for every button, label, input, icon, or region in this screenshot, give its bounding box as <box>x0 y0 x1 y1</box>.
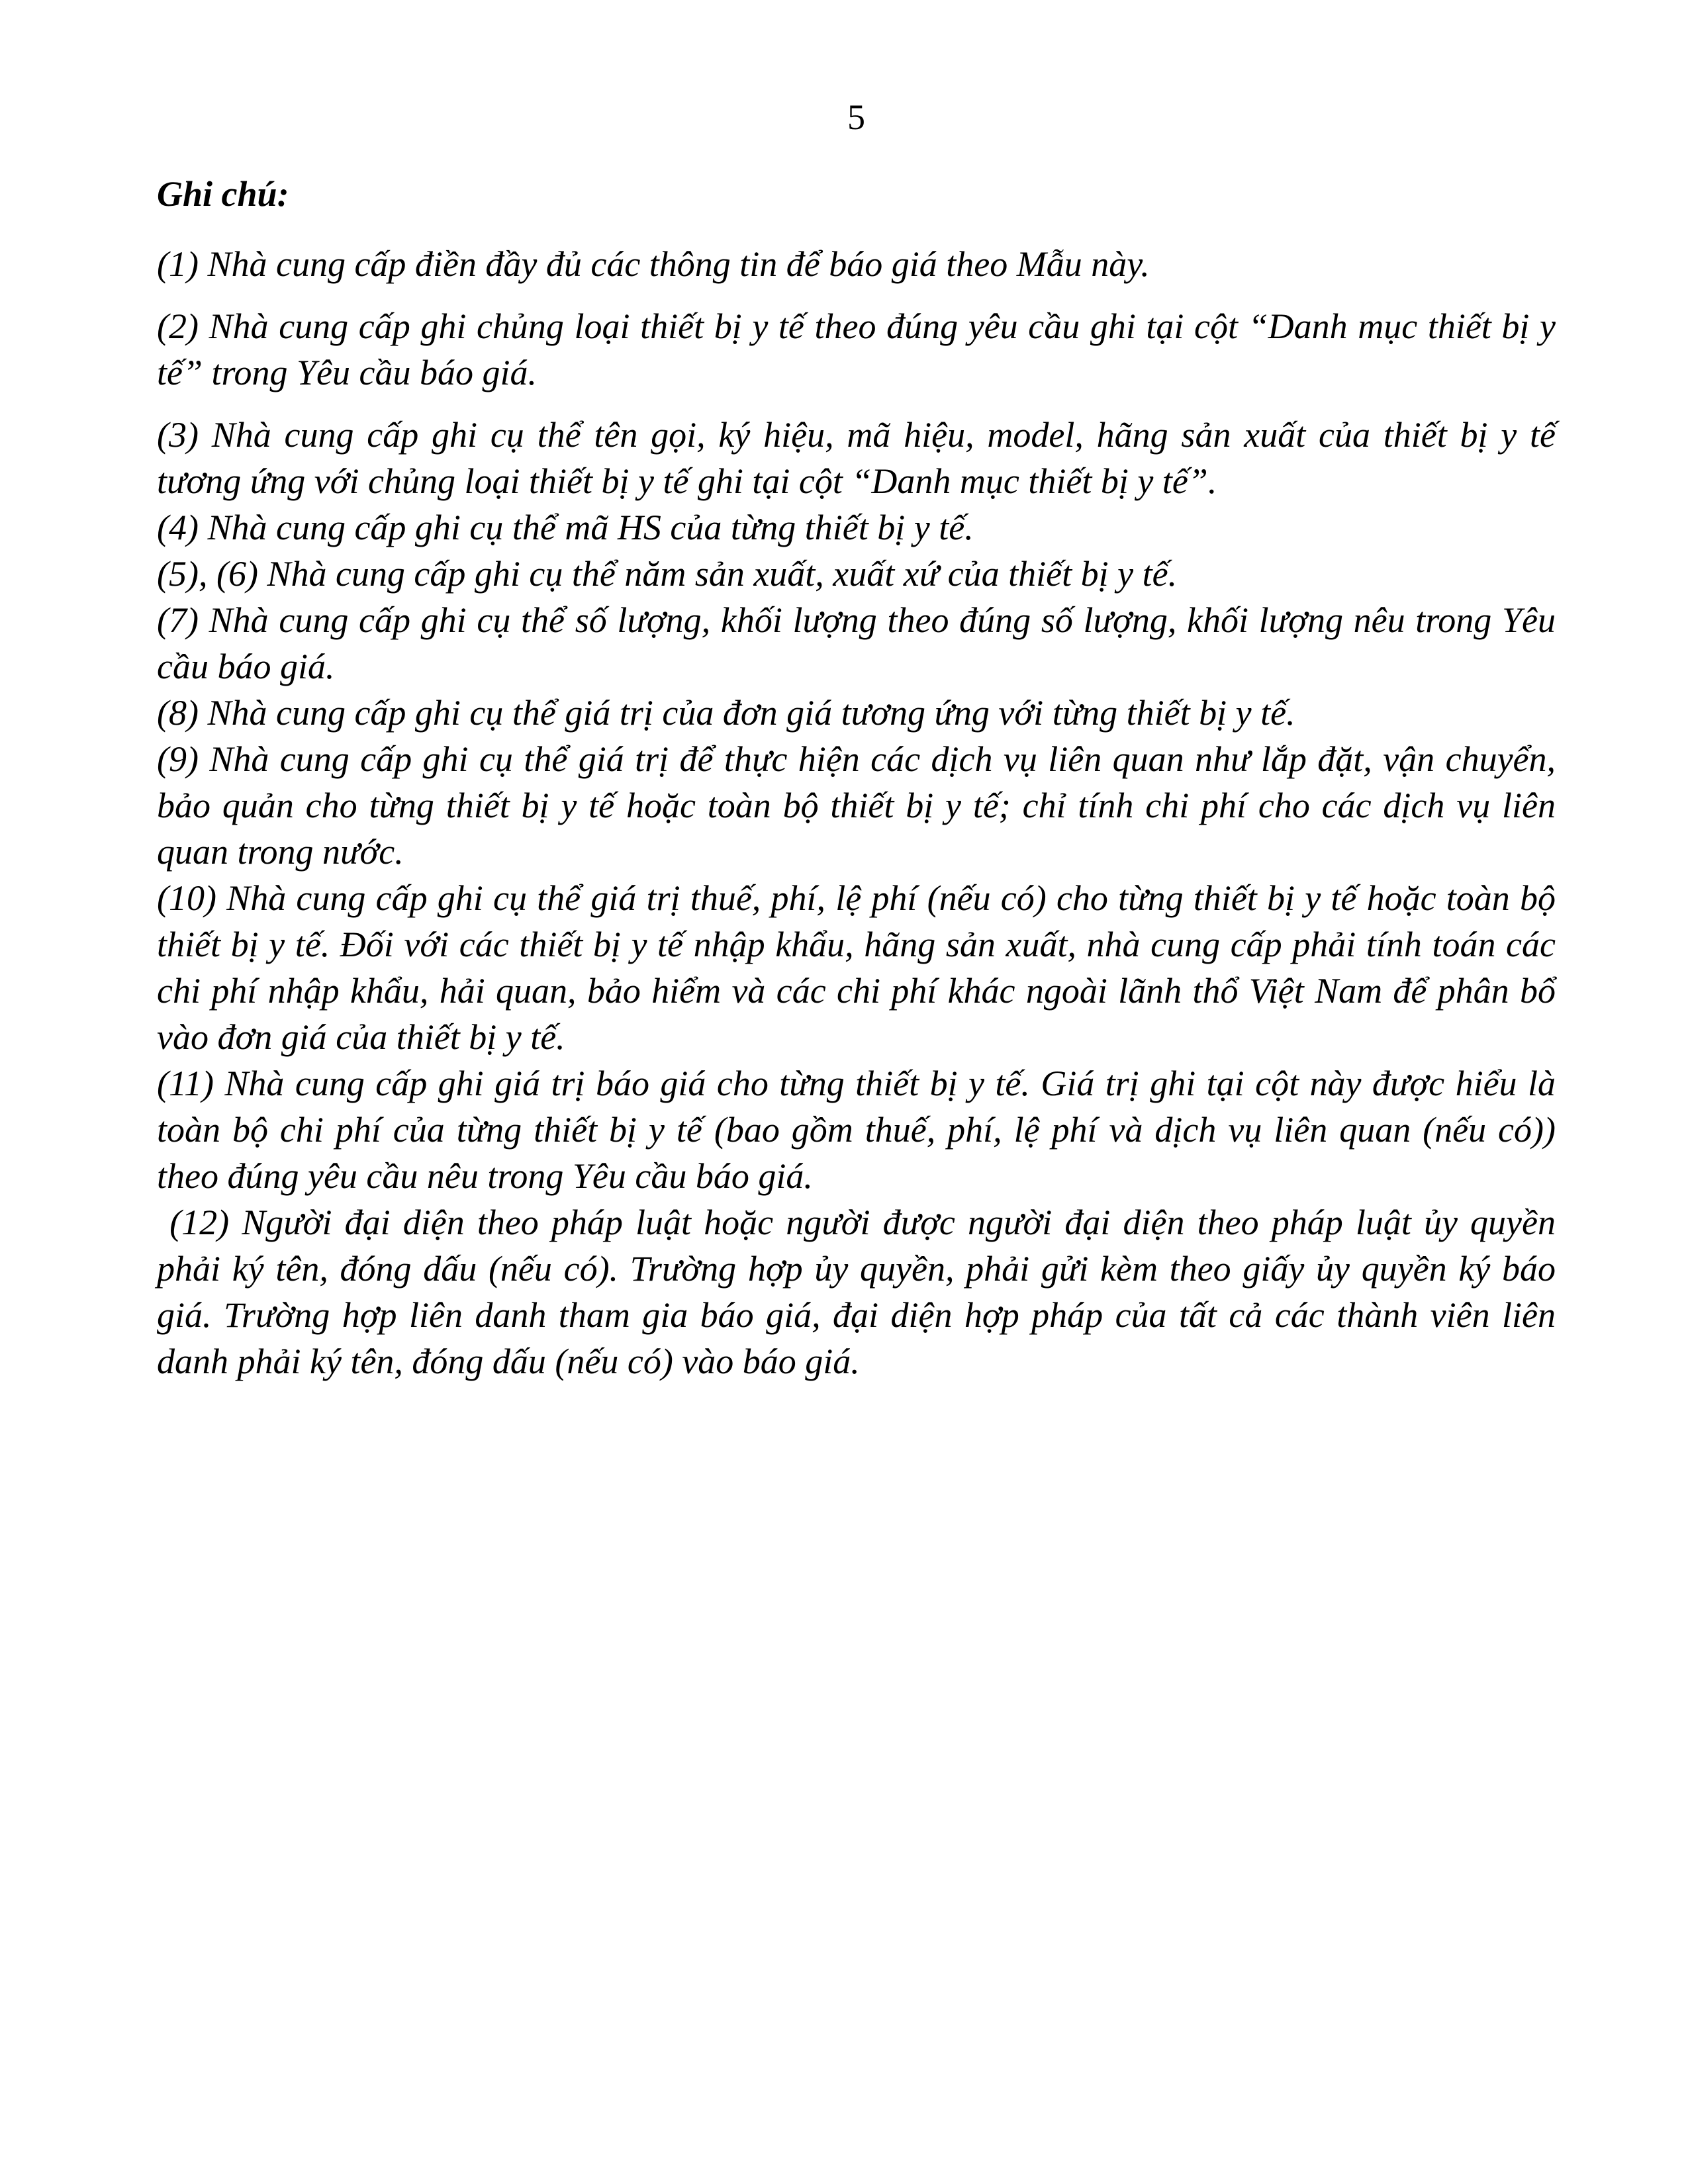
note-paragraph-11: (11) Nhà cung cấp ghi giá trị báo giá cho từng thiết bị y tế. Giá trị ghi tại cột này được hiểu là toàn bộ chi phí của từng thiết bị y tế (bao gồm thuế, phí, lệ phí và dịch vụ liên quan (nếu có)) theo đúng yêu cầu nêu trong Yêu cầu báo giá. <box>157 1064 1556 1196</box>
note-paragraph-5-6: (5), (6) Nhà cung cấp ghi cụ thể năm sản xuất, xuất xứ của thiết bị y tế. <box>157 554 1178 594</box>
page-number: 5 <box>847 97 865 137</box>
note-paragraph-12: (12) Người đại diện theo pháp luật hoặc người được người đại diện theo pháp luật ủy quyền phải ký tên, đóng dấu (nếu có). Trường hợp ủy quyền, phải gửi kèm theo giấy ủy quyền ký báo giá. Trường hợp liên danh tham gia báo giá, đại diện hợp pháp của tất cả các thành viên liên danh phải ký tên, đóng dấu (nếu có) vào báo giá. <box>157 1203 1556 1381</box>
note-paragraph-1: (1) Nhà cung cấp điền đầy đủ các thông tin để báo giá theo Mẫu này. <box>157 244 1150 284</box>
notes-heading: Ghi chú: <box>157 174 289 214</box>
note-paragraph-9: (9) Nhà cung cấp ghi cụ thể giá trị để thực hiện các dịch vụ liên quan như lắp đặt, vận chuyển, bảo quản cho từng thiết bị y tế hoặc toàn bộ thiết bị y tế; chỉ tính chi phí cho các dịch vụ liên quan trong nước. <box>157 739 1556 872</box>
note-paragraph-8: (8) Nhà cung cấp ghi cụ thể giá trị của đơn giá tương ứng với từng thiết bị y tế. <box>157 693 1295 733</box>
note-paragraph-7: (7) Nhà cung cấp ghi cụ thể số lượng, khối lượng theo đúng số lượng, khối lượng nêu trong Yêu cầu báo giá. <box>157 600 1556 686</box>
notes-section <box>157 171 1556 1385</box>
note-paragraph-10: (10) Nhà cung cấp ghi cụ thể giá trị thuế, phí, lệ phí (nếu có) cho từng thiết bị y tế hoặc toàn bộ thiết bị y tế. Đối với các thiết bị y tế nhập khẩu, hãng sản xuất, nhà cung cấp phải tính toán các chi phí nhập khẩu, hải quan, bảo hiểm và các chi phí khác ngoài lãnh thổ Việt Nam để phân bổ vào đơn giá của thiết bị y tế. <box>157 878 1556 1057</box>
note-paragraph-3: (3) Nhà cung cấp ghi cụ thể tên gọi, ký hiệu, mã hiệu, model, hãng sản xuất của thiết bị y tế tương ứng với chủng loại thiết bị y tế ghi tại cột “Danh mục thiết bị y tế”. <box>157 415 1556 501</box>
note-paragraph-2: (2) Nhà cung cấp ghi chủng loại thiết bị y tế theo đúng yêu cầu ghi tại cột “Danh mục thiết bị y tế” trong Yêu cầu báo giá. <box>157 306 1556 392</box>
note-paragraph-4: (4) Nhà cung cấp ghi cụ thể mã HS của từng thiết bị y tế. <box>157 508 974 547</box>
